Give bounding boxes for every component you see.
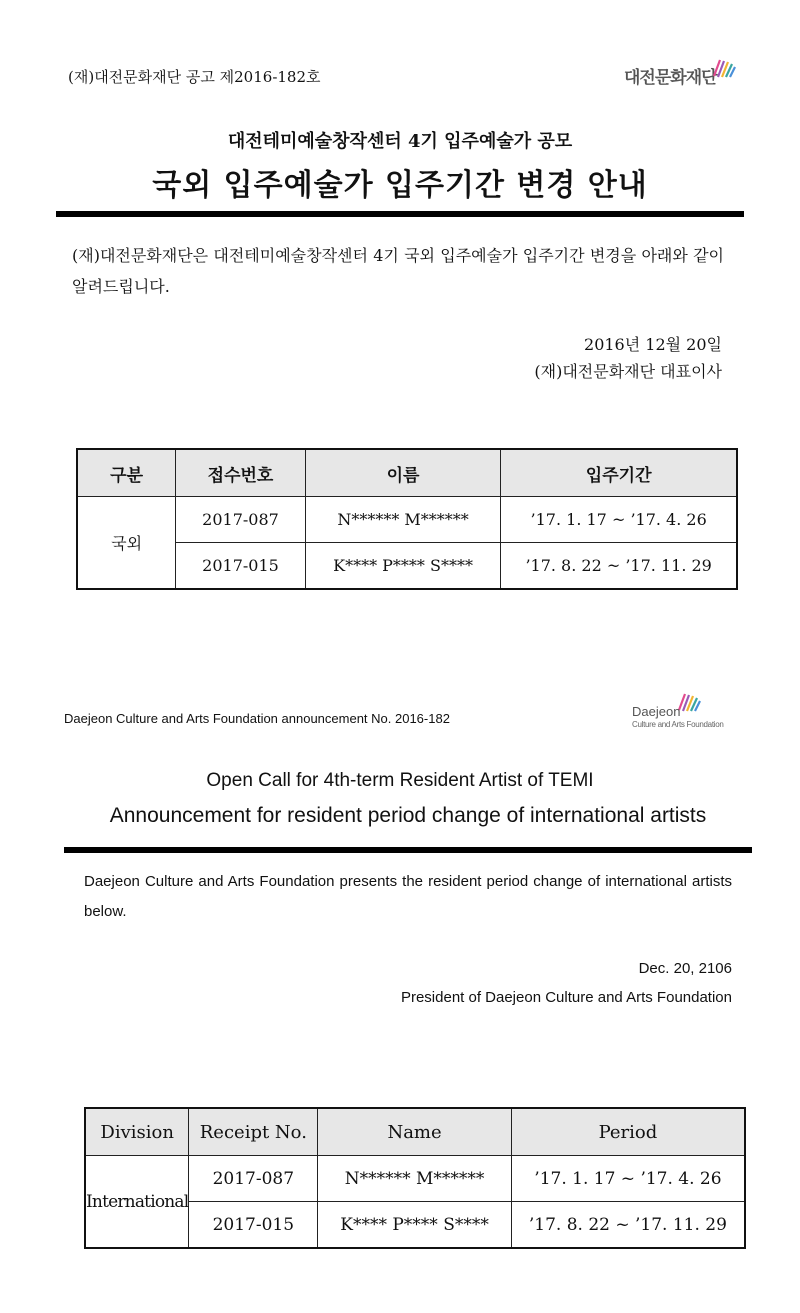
receipt-cell: 2017-015 <box>189 1202 318 1249</box>
receipt-cell: 2017-087 <box>176 497 306 543</box>
title-divider-en <box>64 847 752 853</box>
notice-number-en: Daejeon Culture and Arts Foundation announcement No. 2016-182 <box>64 711 450 726</box>
period-cell: ’17. 8. 22 ~ ’17. 11. 29 <box>511 1202 745 1249</box>
table-header-row <box>85 1108 745 1156</box>
notice-number: (재)대전문화재단 공고 제2016-182호 <box>68 68 321 86</box>
logo-text-line1: Daejeon <box>632 704 681 719</box>
header-division: 구분 <box>77 449 176 497</box>
body-text: (재)대전문화재단은 대전테미예술창작센터 4기 국외 입주예술가 입주기간 변경을 아래와 같이 알려드립니다. <box>72 246 724 296</box>
table-row <box>85 1156 745 1202</box>
period-cell: ’17. 8. 22 ~ ’17. 11. 29 <box>501 543 737 590</box>
header-period: Period <box>511 1108 745 1156</box>
header-receipt: Receipt No. <box>189 1108 318 1156</box>
period-cell: ’17. 1. 17 ~ ’17. 4. 26 <box>511 1156 745 1202</box>
logo-text-line2: Culture and Arts Foundation <box>632 720 724 729</box>
body-text-en: Daejeon Culture and Arts Foundation presents the resident period change of international artists below. <box>84 873 732 920</box>
announcement-date-en: Dec. 20, 2106 <box>638 960 732 977</box>
header-division: Division <box>85 1108 189 1156</box>
receipt-cell: 2017-087 <box>189 1156 318 1202</box>
foundation-logo <box>624 56 737 88</box>
name-cell: K**** P**** S**** <box>318 1202 512 1249</box>
page-title: 국외 입주예술가 입주기간 변경 안내 <box>152 168 648 203</box>
division-cell: 국외 <box>77 497 176 590</box>
receipt-cell: 2017-015 <box>176 543 306 590</box>
foundation-logo-en <box>632 690 732 732</box>
title-divider <box>56 211 744 217</box>
logo-mark-icon <box>711 56 737 82</box>
name-cell: K**** P**** S**** <box>305 543 500 590</box>
signature: (재)대전문화재단 대표이사 <box>534 362 722 381</box>
table-row <box>77 497 737 543</box>
header-name: 이름 <box>305 449 500 497</box>
header-receipt: 접수번호 <box>176 449 306 497</box>
period-cell: ’17. 1. 17 ~ ’17. 4. 26 <box>501 497 737 543</box>
division-cell: International <box>85 1156 189 1249</box>
announcement-date: 2016년 12월 20일 <box>584 335 722 354</box>
header-period: 입주기간 <box>501 449 737 497</box>
table-header-row <box>77 449 737 497</box>
sub-title: 대전테미예술창작센터 4기 입주예술가 공모 <box>227 131 573 152</box>
header-name: Name <box>318 1108 512 1156</box>
name-cell: N****** M****** <box>318 1156 512 1202</box>
signature-en: President of Daejeon Culture and Arts Foundation <box>400 989 732 1006</box>
page-title-en: Announcement for resident period change of international artists <box>109 804 707 827</box>
name-cell: N****** M****** <box>305 497 500 543</box>
table-row <box>77 543 737 590</box>
sub-title-en: Open Call for 4th-term Resident Artist of TEMI <box>206 770 594 791</box>
logo-text: 대전문화재단 <box>624 68 717 88</box>
artist-period-table-en <box>84 1107 746 1249</box>
artist-period-table <box>76 448 738 590</box>
